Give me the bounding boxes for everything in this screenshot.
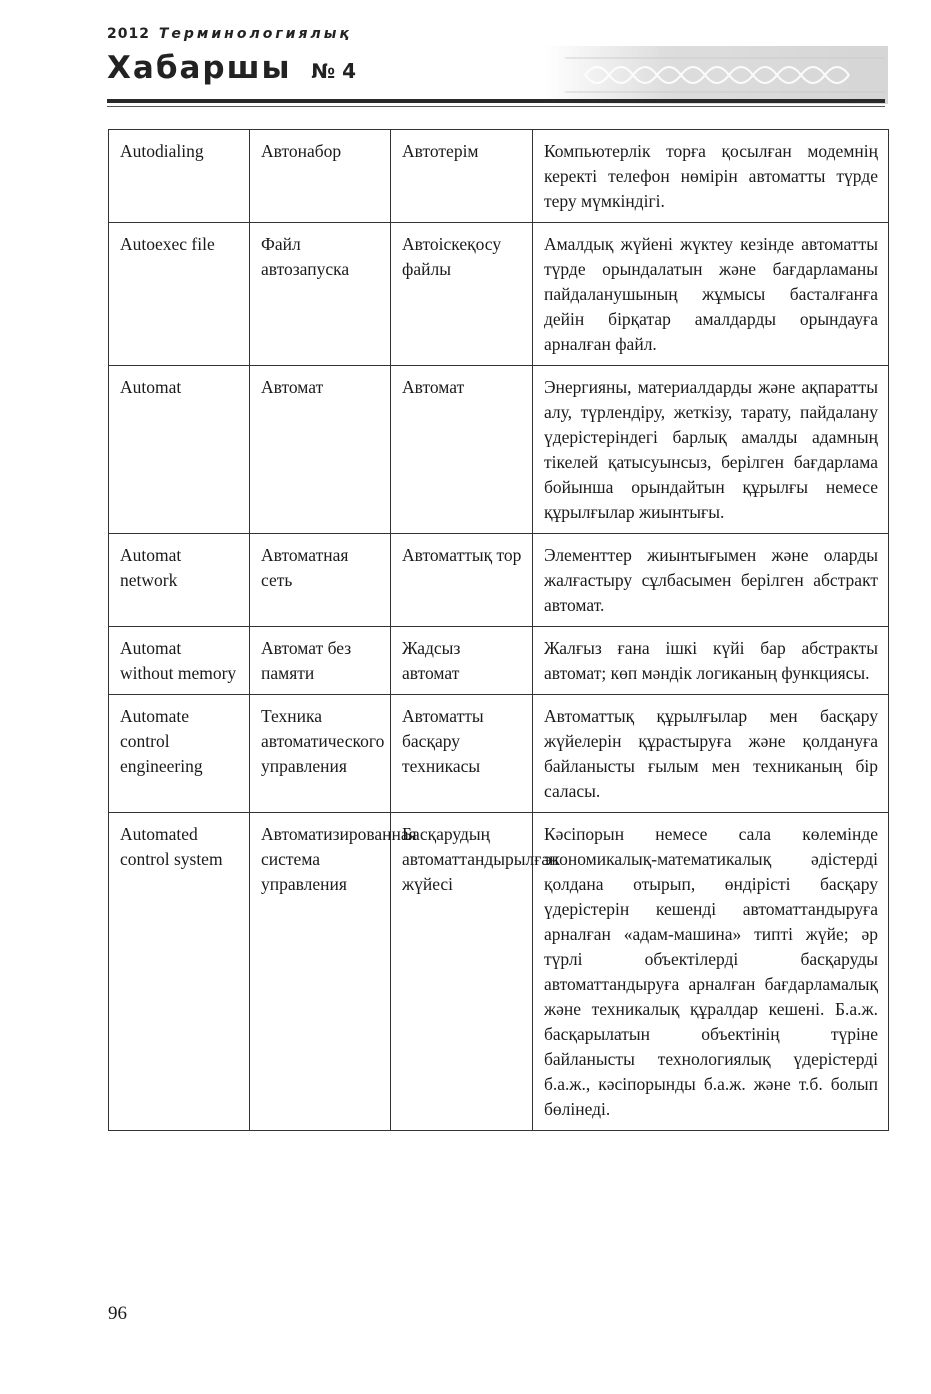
page-header [107, 24, 888, 114]
term-russian: Автоматизированная система управления [250, 813, 391, 1131]
table-row [109, 223, 889, 366]
header-rule-thick [107, 99, 885, 103]
term-english: Automat [109, 366, 250, 534]
table-row [109, 695, 889, 813]
journal-title: Хабаршы [107, 50, 292, 86]
term-definition: Амалдық жүйені жүктеу кезінде автоматты түрде орындалатын және бағдарламаны пайдаланушының жұмысы басталғанға дейін бірқатар амалдарды орындауға арналған файл. [533, 223, 889, 366]
table-row [109, 813, 889, 1131]
term-english: Autodialing [109, 130, 250, 223]
term-english: Automate control engineering [109, 695, 250, 813]
term-russian: Файл автозапуска [250, 223, 391, 366]
issue-number: № 4 [311, 59, 357, 83]
journal-title-line [107, 50, 356, 86]
term-definition: Элементтер жиынтығымен және оларды жалғастыру сұлбасымен берілген абстракт автомат. [533, 534, 889, 627]
term-english: Automated control system [109, 813, 250, 1131]
term-definition: Жалғыз ғана ішкі күйі бар абстракты автомат; көп мәндік логиканың функциясы. [533, 627, 889, 695]
term-definition: Кәсіпорын немесе сала көлемінде экономикалық-математикалық әдістерді қолдана отырып, өндірісті басқару үдерістерін кешенді автоматтандыруға арналған «адам-машина» типті жүйе; әр түрлі объектілерді басқаруды автоматтандыруға арналған бағдарламалық және техникалық құралдар кешені. Б.а.ж. басқарылатын объектінің түріне байланысты технологиялық үдерістерді б.а.ж., кәсіпорынды б.а.ж. және т.б. болып бөлінеді. [533, 813, 889, 1131]
term-kazakh: Автоматты басқару техникасы [391, 695, 533, 813]
term-definition: Автоматтық құрылғылар мен басқару жүйелерін құрастыруға және қолдануға байланысты ғылым мен техниканың бір саласы. [533, 695, 889, 813]
term-russian: Автомат без памяти [250, 627, 391, 695]
term-kazakh: Автоматтық тор [391, 534, 533, 627]
term-russian: Техника автоматического управления [250, 695, 391, 813]
term-russian: Автонабор [250, 130, 391, 223]
terms-table [108, 129, 889, 1131]
journal-subtitle: Терминологиялық [158, 26, 352, 42]
term-russian: Автомат [250, 366, 391, 534]
journal-subtitle-line [107, 26, 352, 42]
table-row [109, 534, 889, 627]
term-definition: Компьютерлік торға қосылған модемнің керекті телефон нөмірін автоматты түрде теру мүмкіндігі. [533, 130, 889, 223]
page-number: 96 [108, 1303, 127, 1324]
ornament-pattern-icon [545, 46, 888, 104]
table-row [109, 366, 889, 534]
table-row [109, 130, 889, 223]
term-english: Automat without memory [109, 627, 250, 695]
year: 2012 [107, 26, 150, 42]
table-row [109, 627, 889, 695]
ornament-band [545, 46, 888, 104]
term-kazakh: Автотерім [391, 130, 533, 223]
term-english: Automat network [109, 534, 250, 627]
term-kazakh: Жадсыз автомат [391, 627, 533, 695]
term-definition: Энергияны, материалдарды және ақпаратты алу, түрлендіру, жеткізу, тарату, пайдалану үдерістеріндегі барлық амалды адамның тікелей қатысуынсыз, берілген бағдарлама бойынша орындайтын құрылғы немесе құрылғылар жиынтығы. [533, 366, 889, 534]
term-english: Autoexec file [109, 223, 250, 366]
term-russian: Автоматная сеть [250, 534, 391, 627]
term-kazakh: Басқарудың автоматтандырылған жүйесі [391, 813, 533, 1131]
header-rule-thin [107, 106, 885, 107]
term-kazakh: Автомат [391, 366, 533, 534]
term-kazakh: Автоіскеқосу файлы [391, 223, 533, 366]
